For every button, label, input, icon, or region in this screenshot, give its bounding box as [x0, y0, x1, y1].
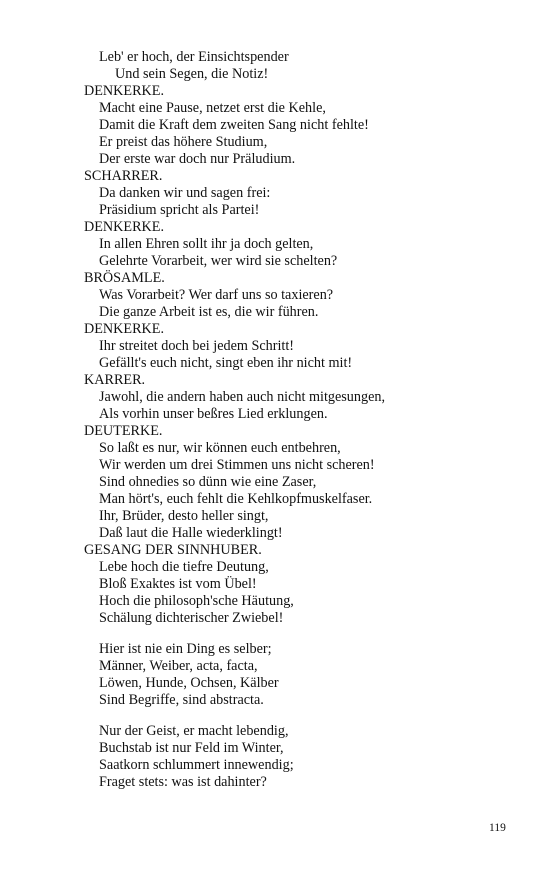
- verse-line: Die ganze Arbeit ist es, die wir führen.: [99, 304, 319, 320]
- speaker-label: GESANG DER SINNHUBER.: [84, 542, 262, 558]
- verse-line: Hoch die philosoph'sche Häutung,: [99, 593, 294, 609]
- verse-line: Damit die Kraft dem zweiten Sang nicht fehlte!: [99, 117, 369, 133]
- verse-line: Buchstab ist nur Feld im Winter,: [99, 740, 284, 756]
- verse-line: Da danken wir und sagen frei:: [99, 185, 271, 201]
- verse-line: Daß laut die Halle wiederklingt!: [99, 525, 283, 541]
- verse-line: In allen Ehren sollt ihr ja doch gelten,: [99, 236, 314, 252]
- verse-line: Man hört's, euch fehlt die Kehlkopfmuskelfaser.: [99, 491, 373, 507]
- speaker-label: KARRER.: [84, 372, 146, 388]
- speaker-label: BRÖSAMLE.: [84, 270, 165, 286]
- verse-line: Männer, Weiber, acta, facta,: [99, 658, 258, 674]
- verse-line: Ihr, Brüder, desto heller singt,: [99, 508, 269, 524]
- verse-line: Präsidium spricht als Partei!: [99, 202, 260, 218]
- verse-line: Wir werden um drei Stimmen uns nicht scheren!: [99, 457, 375, 473]
- verse-line: Der erste war doch nur Präludium.: [99, 151, 296, 167]
- speaker-label: DENKERKE.: [84, 83, 164, 99]
- verse-line: Sind Begriffe, sind abstracta.: [99, 692, 264, 708]
- verse-line: So laßt es nur, wir können euch entbehren,: [99, 440, 341, 456]
- speaker-label: DENKERKE.: [84, 219, 164, 235]
- verse-line: Als vorhin unser beßres Lied erklungen.: [99, 406, 328, 422]
- verse-line: Schälung dichterischer Zwiebel!: [99, 610, 284, 626]
- verse-line: Hier ist nie ein Ding es selber;: [99, 641, 272, 657]
- verse-line: Und sein Segen, die Notiz!: [115, 66, 269, 82]
- verse-line: Jawohl, die andern haben auch nicht mitgesungen,: [99, 389, 386, 405]
- speaker-label: SCHARRER.: [84, 168, 163, 184]
- verse-line: Nur der Geist, er macht lebendig,: [99, 723, 289, 739]
- verse-line: Fraget stets: was ist dahinter?: [99, 774, 267, 790]
- verse-line: Er preist das höhere Studium,: [99, 134, 268, 150]
- verse-line: Leb' er hoch, der Einsichtspender: [99, 49, 289, 65]
- verse-line: Macht eine Pause, netzet erst die Kehle,: [99, 100, 326, 116]
- verse-line: Gefällt's euch nicht, singt eben ihr nicht mit!: [99, 355, 353, 371]
- verse-line: Gelehrte Vorarbeit, wer wird sie schelten?: [99, 253, 338, 269]
- verse-line: Lebe hoch die tiefre Deutung,: [99, 559, 269, 575]
- verse-line: Löwen, Hunde, Ochsen, Kälber: [99, 675, 279, 691]
- verse-line: Sind ohnedies so dünn wie eine Zaser,: [99, 474, 317, 490]
- page-number: 119: [489, 822, 506, 834]
- verse-line: Ihr streitet doch bei jedem Schritt!: [99, 338, 295, 354]
- speaker-label: DENKERKE.: [84, 321, 164, 337]
- speaker-label: DEUTERKE.: [84, 423, 163, 439]
- verse-line: Saatkorn schlummert innewendig;: [99, 757, 294, 773]
- verse-line: Bloß Exaktes ist vom Übel!: [99, 576, 257, 592]
- verse-line: Was Vorarbeit? Wer darf uns so taxieren?: [99, 287, 334, 303]
